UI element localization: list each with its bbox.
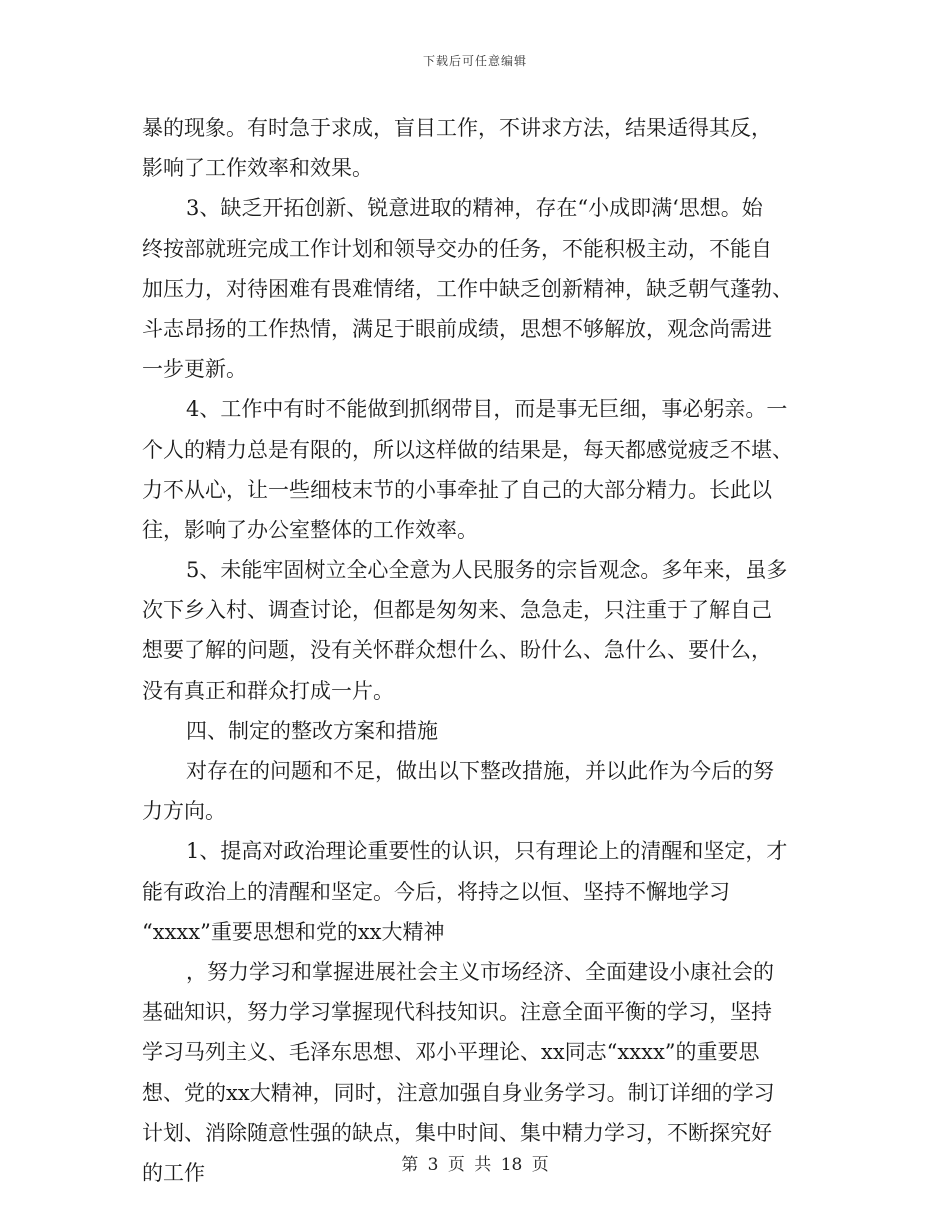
text-line: 4、工作中有时不能做到抓纲带目，而是事无巨细，事必躬亲。一 bbox=[186, 397, 788, 422]
text-line: 想、党的xx大精神，同时，注意加强自身业务学习。制订详细的学习 bbox=[142, 1080, 775, 1105]
text-line: 力方向。 bbox=[142, 799, 226, 824]
text-line: 基础知识，努力学习掌握现代科技知识。注意全面平衡的学习，坚持 bbox=[142, 1000, 772, 1025]
text-line: 斗志昂扬的工作热情，满足于眼前成绩，思想不够解放，观念尚需进 bbox=[142, 316, 772, 341]
text-line: 次下乡入村、调查讨论，但都是匆匆来、急急走，只注重于了解自己 bbox=[142, 598, 772, 623]
text-line: 加压力，对待困难有畏难情绪，工作中缺乏创新精神，缺乏朝气蓬勃、 bbox=[142, 276, 793, 301]
text-line: 5、未能牢固树立全心全意为人民服务的宗旨观念。多年来，虽多 bbox=[186, 558, 788, 583]
text-line: 往，影响了办公室整体的工作效率。 bbox=[142, 517, 478, 542]
text-line: 一步更新。 bbox=[142, 357, 247, 382]
text-line: 终按部就班完成工作计划和领导交办的任务，不能积极主动，不能自 bbox=[142, 236, 772, 261]
text-line: 暴的现象。有时急于求成，盲目工作，不讲求方法，结果适得其反， bbox=[142, 116, 772, 140]
text-line: ，努力学习和掌握进展社会主义市场经济、全面建设小康社会的 bbox=[186, 959, 774, 984]
header-note: 下载后可任意编辑 bbox=[422, 54, 527, 68]
document-body bbox=[142, 108, 812, 1193]
page-number: 第 3 页 共 18 页 bbox=[401, 1155, 549, 1175]
text-line: 能有政治上的清醒和坚定。今后，将持之以恒、坚持不懈地学习 bbox=[142, 879, 730, 904]
text-line: 没有真正和群众打成一片。 bbox=[142, 678, 394, 703]
text-line: 学习马列主义、毛泽东思想、邓小平理论、xx同志“xxxx”的重要思 bbox=[142, 1040, 760, 1065]
text-line: 1、提高对政治理论重要性的认识，只有理论上的清醒和坚定，才 bbox=[186, 839, 788, 864]
text-line: 影响了工作效率和效果。 bbox=[142, 156, 373, 181]
text-line: 对存在的问题和不足，做出以下整改措施，并以此作为今后的努 bbox=[186, 759, 774, 783]
text-line: 个人的精力总是有限的，所以这样做的结果是，每天都感觉疲乏不堪、 bbox=[142, 437, 793, 462]
text-line: 3、缺乏开拓创新、锐意进取的精神，存在“小成即满‘思想。始 bbox=[186, 196, 763, 221]
text-line: “xxxx”重要思想和党的xx大精神 bbox=[142, 919, 445, 944]
text-line: 计划、消除随意性强的缺点，集中时间、集中精力学习，不断探究好 bbox=[142, 1120, 772, 1145]
text-line: 的工作 bbox=[142, 1160, 205, 1185]
text-line: 力不从心，让一些细枝末节的小事牵扯了自己的大部分精力。长此以 bbox=[142, 477, 772, 502]
text-line: 想要了解的问题，没有关怀群众想什么、盼什么、急什么、要什么， bbox=[142, 638, 772, 663]
text-line: 四、制定的整改方案和措施 bbox=[186, 718, 438, 743]
